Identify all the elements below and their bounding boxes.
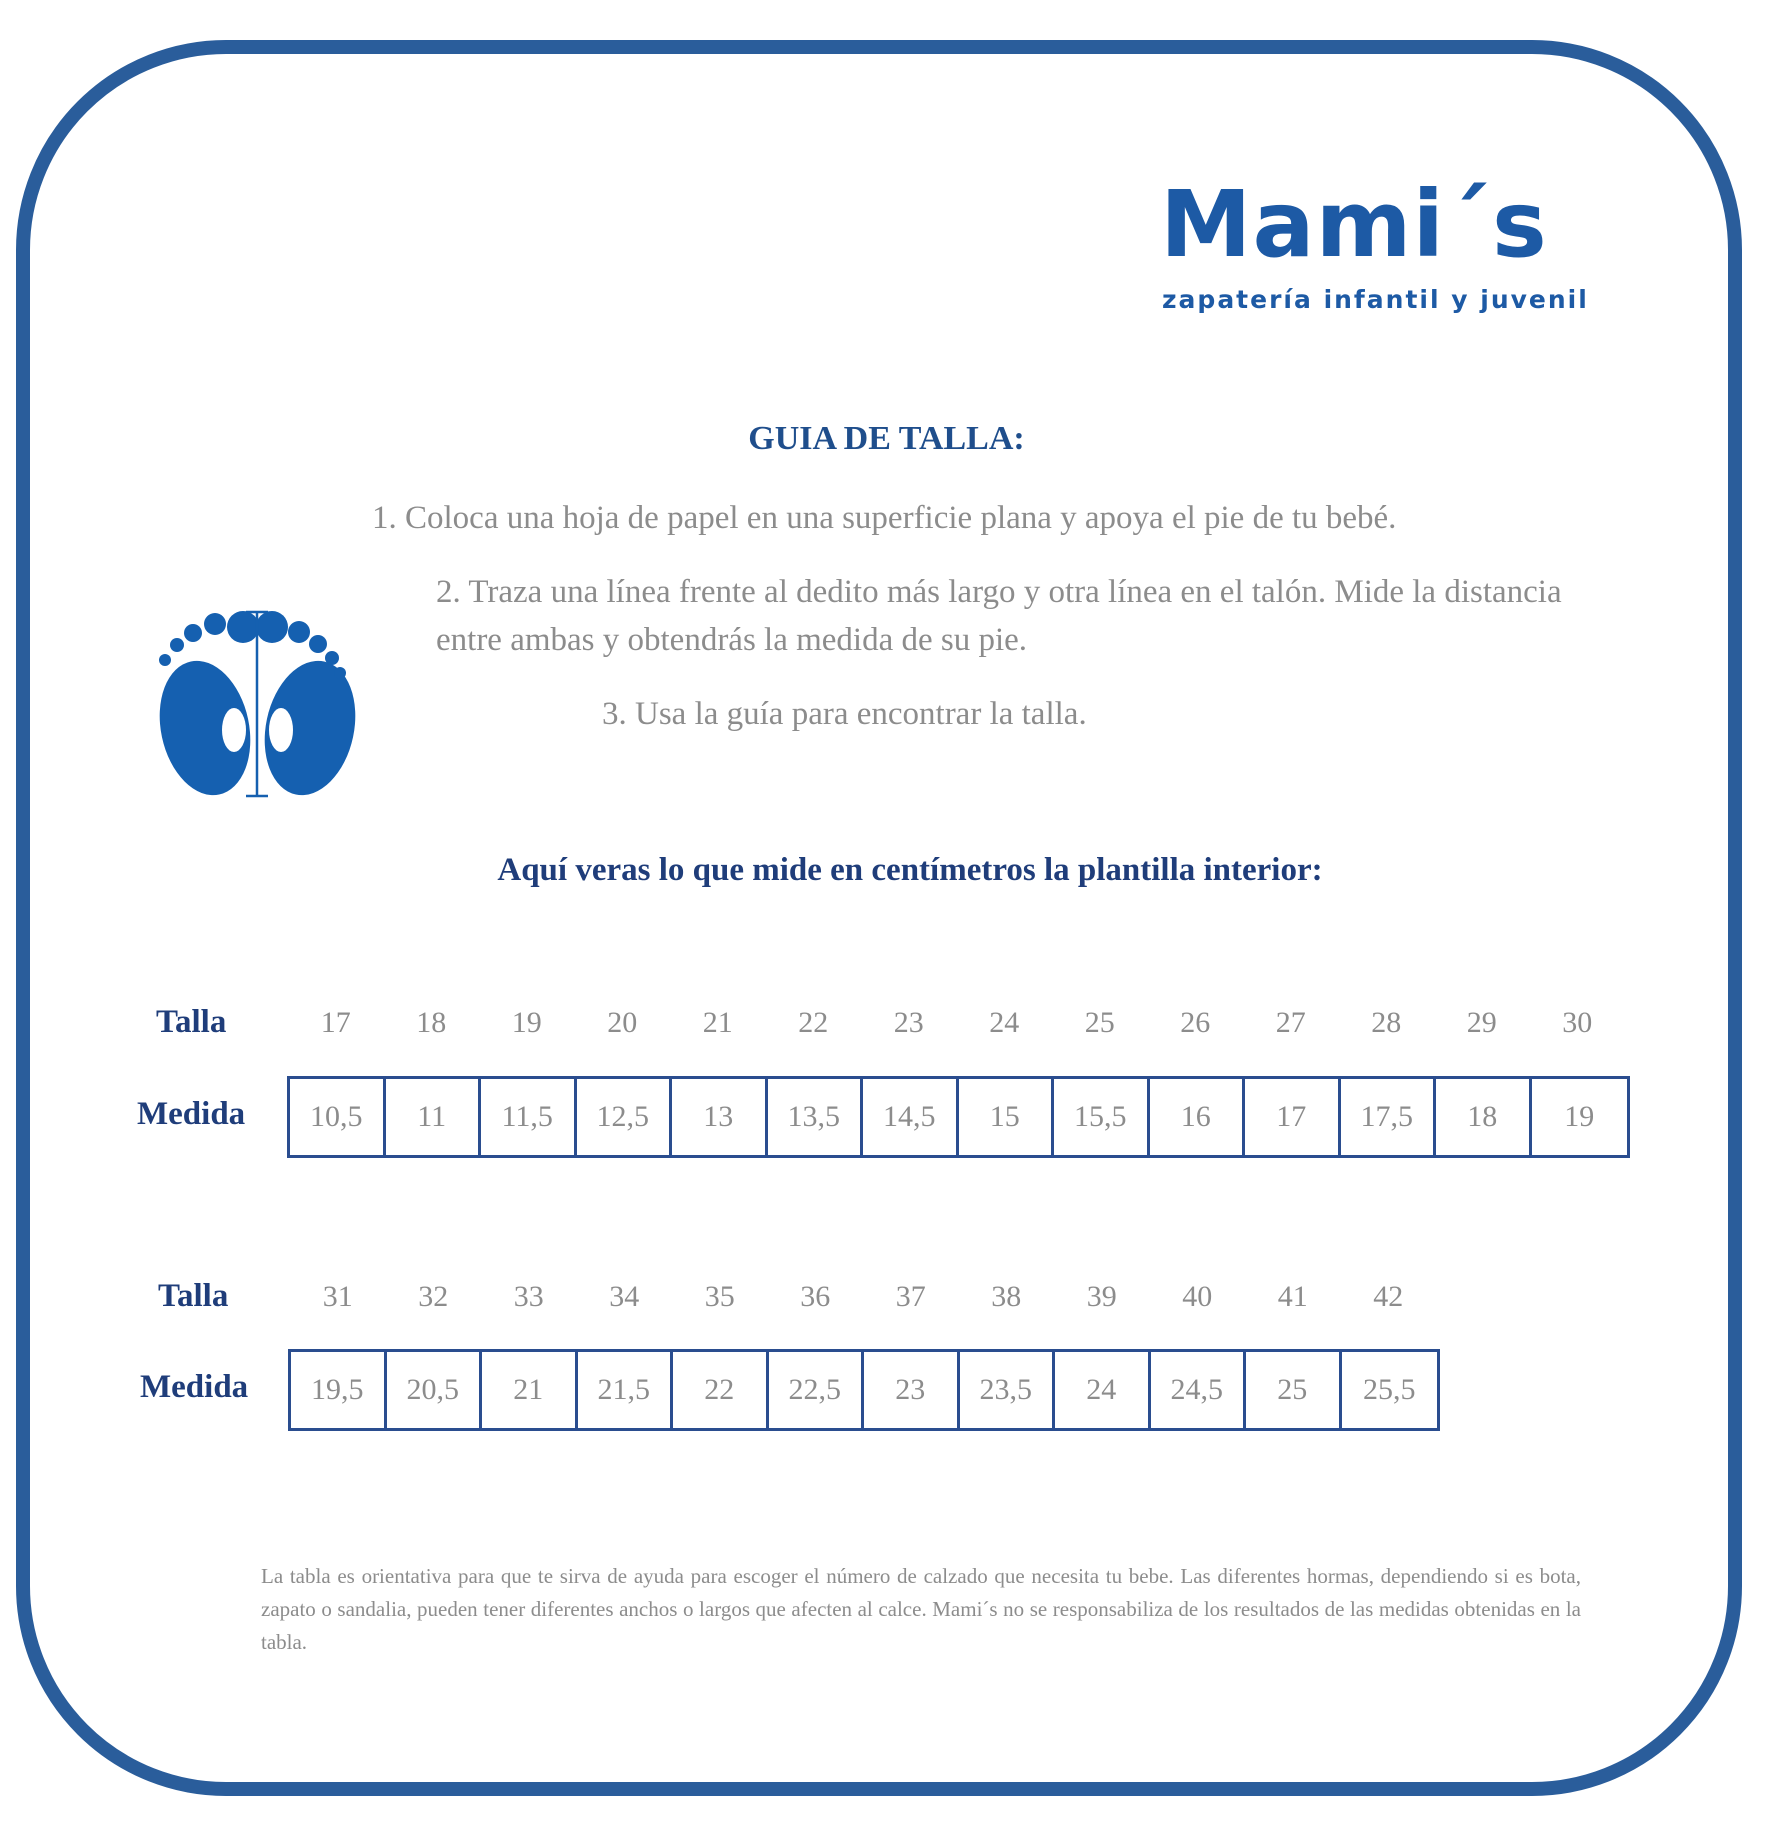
measure-cell: 18 — [1436, 1079, 1532, 1155]
measure-cell: 11,5 — [481, 1079, 577, 1155]
measure-cell: 13 — [672, 1079, 768, 1155]
measure-cell: 14,5 — [863, 1079, 959, 1155]
brand-logo — [1160, 171, 1589, 325]
size-value: 36 — [800, 1280, 831, 1313]
measure-table — [287, 1076, 1630, 1158]
measure-cell: 20,5 — [387, 1352, 483, 1428]
measure-row-label: Medida — [140, 1369, 249, 1405]
measure-cell: 23,5 — [960, 1352, 1056, 1428]
size-value: 37 — [895, 1280, 926, 1313]
measure-cell: 13,5 — [768, 1079, 864, 1155]
step-2: 2. Traza una línea frente al dedito más largo y otra línea en el talón. Mide la distancia entre ambas y obtendrás la medida de su pie. — [436, 574, 1562, 658]
measure-cell: 22,5 — [769, 1352, 865, 1428]
measure-cell: 19 — [1564, 1100, 1595, 1133]
size-row — [288, 1006, 1625, 1040]
size-value: 24 — [989, 1006, 1020, 1039]
measure-cell: 17 — [1245, 1079, 1341, 1155]
brand-tagline: zapatería infantil y juvenil — [1162, 285, 1589, 314]
measure-cell: 21,5 — [578, 1352, 674, 1428]
size-value: 20 — [607, 1006, 638, 1039]
size-value: 22 — [798, 1006, 829, 1039]
measure-cell: 12,5 — [577, 1079, 673, 1155]
measure-cell: 11 — [386, 1079, 482, 1155]
size-row-label: Talla — [158, 1278, 229, 1314]
size-row-label: Talla — [156, 1004, 227, 1040]
brand-name: Mami´s — [1160, 171, 1548, 278]
measure-cell: 10,5 — [290, 1079, 386, 1155]
size-value: 38 — [991, 1280, 1022, 1313]
size-value: 29 — [1466, 1006, 1497, 1039]
measure-cell: 19,5 — [291, 1352, 387, 1428]
measure-row-label: Medida — [137, 1096, 246, 1132]
measure-cell: 23 — [864, 1352, 960, 1428]
size-value: 21 — [702, 1006, 733, 1039]
size-value: 19 — [511, 1006, 542, 1039]
measure-cell: 24,5 — [1151, 1352, 1247, 1428]
measure-cell: 22 — [673, 1352, 769, 1428]
size-value: 41 — [1277, 1280, 1308, 1313]
size-value: 30 — [1562, 1006, 1593, 1039]
size-value: 39 — [1086, 1280, 1117, 1313]
table-heading: Aquí veras lo que mide en centímetros la plantilla interior: — [497, 852, 1323, 888]
size-value: 18 — [416, 1006, 447, 1039]
measure-cell: 16 — [1150, 1079, 1246, 1155]
disclaimer-text: La tabla es orientativa para que te sirva de ayuda para escoger el número de calzado que necesita tu bebe. Las diferentes hormas, dependiendo si es bota, zapato o sandalia, pueden tener diferentes anchos o largos que afecten al calce. Mami´s no se responsabiliza de los resultados de las medidas obtenidas en la tabla. — [261, 1564, 1581, 1654]
size-value: 32 — [418, 1280, 449, 1313]
size-value: 31 — [322, 1280, 353, 1313]
guide-title: GUIA DE TALLA: — [748, 420, 1025, 457]
measure-cell: 25,5 — [1363, 1373, 1416, 1406]
size-value: 34 — [609, 1280, 640, 1313]
measure-cell: 21 — [482, 1352, 578, 1428]
size-value: 28 — [1371, 1006, 1402, 1039]
size-value: 26 — [1180, 1006, 1211, 1039]
size-value: 23 — [893, 1006, 924, 1039]
measure-cell: 15,5 — [1054, 1079, 1150, 1155]
size-value: 42 — [1373, 1280, 1404, 1313]
measure-cell: 25 — [1246, 1352, 1342, 1428]
step-1: 1. Coloca una hoja de papel en una superficie plana y apoya el pie de tu bebé. — [372, 500, 1397, 536]
size-row — [290, 1280, 1436, 1314]
measure-table — [288, 1349, 1440, 1431]
baby-feet-icon — [150, 600, 390, 800]
size-value: 27 — [1275, 1006, 1306, 1039]
size-value: 17 — [320, 1006, 351, 1039]
size-value: 40 — [1182, 1280, 1213, 1313]
measure-cell: 15 — [959, 1079, 1055, 1155]
step-3: 3. Usa la guía para encontrar la talla. — [602, 696, 1087, 732]
size-value: 35 — [704, 1280, 735, 1313]
measure-cell: 17,5 — [1341, 1079, 1437, 1155]
size-value: 25 — [1084, 1006, 1115, 1039]
size-value: 33 — [513, 1280, 544, 1313]
measure-cell: 24 — [1055, 1352, 1151, 1428]
